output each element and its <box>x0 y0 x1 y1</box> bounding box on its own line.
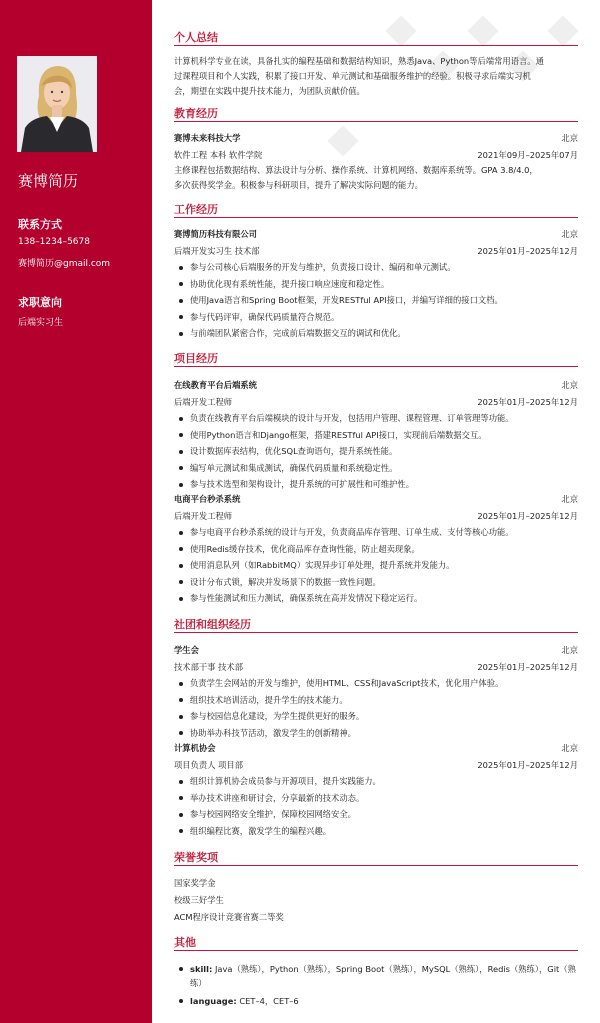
other-heading: 其他 <box>174 934 578 951</box>
club-subheader <box>174 758 578 772</box>
company-name: 赛博简历科技有限公司 <box>174 229 257 239</box>
club-name: 学生会 <box>174 645 199 655</box>
club-dates: 2025年01月–2025年12月 <box>477 662 578 672</box>
honors-heading: 荣誉奖项 <box>174 849 578 866</box>
list-item: 设计数据库表结构，优化SQL查询语句，提升系统性能。 <box>174 443 578 460</box>
list-item: 参与公司核心后端服务的开发与维护，负责接口设计、编码和单元测试。 <box>174 259 578 276</box>
list-item: 使用Java语言和Spring Boot框架，开发RESTful API接口，并编写详细的接口文档。 <box>174 292 578 309</box>
club-role: 项目负责人 项目部 <box>174 760 244 770</box>
list-item: 参与校园网络安全维护，保障校园网络安全。 <box>174 806 578 823</box>
summary-heading: 个人总结 <box>174 29 578 46</box>
project-bullets <box>174 410 578 493</box>
list-item: 组织编程比赛，激发学生的编程兴趣。 <box>174 823 578 840</box>
work-bullets <box>174 259 578 342</box>
skill-item: skill: Java（熟练），Python（熟练），Spring Boot（熟练），MySQL（熟练），Redis（熟练），Git（熟练） <box>174 962 578 990</box>
avatar <box>17 56 97 152</box>
club-location: 北京 <box>561 743 578 753</box>
club-header <box>174 741 578 755</box>
school-location: 北京 <box>561 133 578 143</box>
list-item: 参与校园信息化建设，为学生提供更好的服务。 <box>174 708 578 725</box>
work-dates: 2025年01月–2025年12月 <box>477 246 578 256</box>
club-subheader <box>174 660 578 674</box>
list-item: 负责学生会网站的开发与维护，使用HTML、CSS和JavaScript技术，优化用户体验。 <box>174 675 578 692</box>
project-role: 后端开发工程师 <box>174 511 233 521</box>
contact-heading: 联系方式 <box>18 218 62 231</box>
list-item: 协助举办科技节活动，激发学生的创新精神。 <box>174 725 578 742</box>
honor-item: 校级三好学生 <box>174 895 224 905</box>
education-dates: 2021年09月–2025年07月 <box>477 150 578 160</box>
projects-heading: 项目经历 <box>174 350 578 367</box>
project-header <box>174 492 578 506</box>
main-content <box>152 0 600 1023</box>
list-item: 参与性能测试和压力测试，确保系统在高并发情况下稳定运行。 <box>174 590 578 607</box>
list-item: 参与代码评审，确保代码质量符合规范。 <box>174 309 578 326</box>
club-name: 计算机协会 <box>174 743 216 753</box>
list-item: 参与电商平台秒杀系统的设计与开发，负责商品库存管理、订单生成、支付等核心功能。 <box>174 524 578 541</box>
project-subheader <box>174 509 578 523</box>
company-location: 北京 <box>561 229 578 239</box>
profile-photo <box>17 56 97 152</box>
project-role: 后端开发工程师 <box>174 397 233 407</box>
sidebar <box>0 0 152 1023</box>
other-list <box>174 962 578 1012</box>
club-location: 北京 <box>561 645 578 655</box>
work-subheader <box>174 244 578 258</box>
education-header <box>174 131 578 145</box>
club-role: 技术部干事 技术部 <box>174 662 244 672</box>
honor-item: 国家奖学金 <box>174 878 216 888</box>
club-dates: 2025年01月–2025年12月 <box>477 760 578 770</box>
honor-item: ACM程序设计竞赛省赛二等奖 <box>174 912 284 922</box>
resume-name: 赛博简历 <box>18 172 79 190</box>
list-item: 与前端团队紧密合作，完成前后端数据交互的调试和优化。 <box>174 325 578 342</box>
project-subheader <box>174 395 578 409</box>
work-heading: 工作经历 <box>174 201 578 218</box>
school-name: 赛博未来科技大学 <box>174 133 241 143</box>
club-bullets <box>174 675 578 741</box>
project-dates: 2025年01月–2025年12月 <box>477 511 578 521</box>
summary-text: 计算机科学专业在读，具备扎实的编程基础和数据结构知识，熟悉Java、Python等后端常用语言。通 过课程项目和个人实践，积累了接口开发、单元测试和基础服务维护的经验。积极寻求后端实习机 会，期望在实践中提升技术能力，为团队贡献价值。 <box>174 56 544 96</box>
email-address: 赛博简历@gmail.com <box>18 259 111 269</box>
list-item: 负责在线教育平台后端模块的设计与开发，包括用户管理、课程管理、订单管理等功能。 <box>174 410 578 427</box>
job-intent: 后端实习生 <box>18 318 64 328</box>
list-item: 使用Redis缓存技术，优化商品库存查询性能，防止超卖现象。 <box>174 541 578 558</box>
project-dates: 2025年01月–2025年12月 <box>477 397 578 407</box>
project-location: 北京 <box>561 380 578 390</box>
education-heading: 教育经历 <box>174 105 578 122</box>
major: 软件工程 本科 软件学院 <box>174 150 263 160</box>
project-name: 在线教育平台后端系统 <box>174 380 257 390</box>
list-item: 组织技术培训活动，提升学生的技术能力。 <box>174 692 578 709</box>
project-name: 电商平台秒杀系统 <box>174 494 241 504</box>
list-item: 编写单元测试和集成测试，确保代码质量和系统稳定性。 <box>174 460 578 477</box>
club-header <box>174 643 578 657</box>
list-item: 参与技术选型和架构设计，提升系统的可扩展性和可维护性。 <box>174 476 578 493</box>
list-item: 使用消息队列（如RabbitMQ）实现异步订单处理，提升系统并发能力。 <box>174 557 578 574</box>
work-header <box>174 227 578 241</box>
list-item: 举办技术讲座和研讨会，分享最新的技术动态。 <box>174 790 578 807</box>
list-item: 设计分布式锁，解决并发场景下的数据一致性问题。 <box>174 574 578 591</box>
clubs-heading: 社团和组织经历 <box>174 616 578 633</box>
job-intent-heading: 求职意向 <box>18 296 62 309</box>
education-subheader <box>174 148 578 162</box>
club-bullets <box>174 773 578 839</box>
list-item: 组织计算机协会成员参与开源项目，提升实践能力。 <box>174 773 578 790</box>
project-header <box>174 378 578 392</box>
project-location: 北京 <box>561 494 578 504</box>
work-role: 后端开发实习生 技术部 <box>174 246 260 256</box>
list-item: 协助优化现有系统性能，提升接口响应速度和稳定性。 <box>174 276 578 293</box>
language-item: language: CET–4，CET–6 <box>174 994 578 1008</box>
education-description: 主修课程包括数据结构、算法设计与分析、操作系统、计算机网络、数据库系统等。GPA 3.8/4.0， 多次获得奖学金。积极参与科研项目，提升了解决实际问题的能力。 <box>174 165 538 190</box>
list-item: 使用Python语言和Django框架，搭建RESTful API接口，实现前后端数据交互。 <box>174 427 578 444</box>
phone-number: 138–1234–5678 <box>18 237 90 247</box>
project-bullets <box>174 524 578 607</box>
